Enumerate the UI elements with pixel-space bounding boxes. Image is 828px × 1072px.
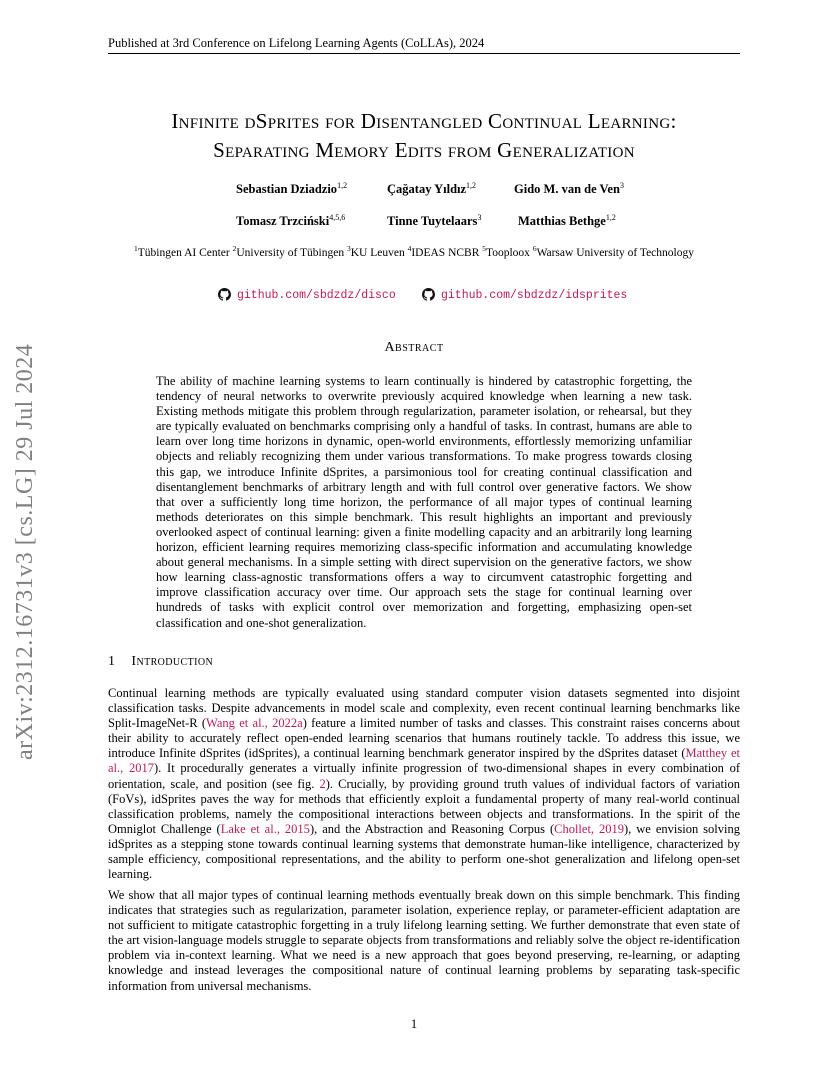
repo-link-idsprites[interactable]	[422, 288, 627, 305]
github-icon	[218, 288, 231, 305]
repo-link-text[interactable]: github.com/sbdzdz/disco	[237, 289, 396, 302]
author: Tomasz Trzciński$^{4,5,6}$	[236, 213, 346, 229]
author: Matthias Bethge$^{1,2}$	[518, 213, 616, 229]
citation-link[interactable]: Matthey et al., 2017	[108, 746, 740, 776]
running-header: Published at 3rd Conference on Lifelong Learning Agents (CoLLAs), 2024	[108, 36, 485, 50]
section-number: 1	[108, 654, 116, 669]
citation-link[interactable]: Lake et al., 2015	[220, 821, 310, 836]
repo-link-text[interactable]: github.com/sbdzdz/idsprites	[441, 289, 628, 302]
figure-ref-link[interactable]: 2	[319, 776, 326, 791]
page-number: 1	[410, 1017, 418, 1031]
github-icon	[422, 288, 435, 305]
author: Sebastian Dziadzio$^{1,2}$	[236, 181, 348, 197]
repo-link-disco[interactable]	[218, 288, 396, 305]
author: Tinne Tuytelaars$^3$	[387, 213, 482, 229]
citation-link[interactable]: Chollet, 2019	[554, 821, 625, 836]
author: Gido M. van de Ven$^3$	[514, 181, 624, 197]
affiliations: $^1$Tübingen AI Center $^2$University of Tübingen $^3$KU Leuven $^4$IDEAS NCBR $^5$Tooploox $^6$Warsaw University of Technology	[134, 244, 694, 259]
abstract-text: The ability of machine learning systems to learn continually is hindered by catastrophic forgetting, the tendency of neural networks to overwrite previously acquired knowledge when learning a new task. Existing methods mitigate this problem through regularization, parameter isolation, or rehearsal, but they are typically evaluated on benchmarks comprising only a handful of tasks. In contrast, humans are able to learn over long time horizons in dynamic, open-world environments, effortlessly memorizing unfamiliar objects and reliably recognizing them under various transformations. To make progress towards closing this gap, we introduce Infinite dSprites, a parsimonious tool for creating continual classification and disentanglement benchmarks of arbitrary length and with full control over generative factors. We show that over a sufficiently long time horizon, the performance of all major types of continual learning methods deteriorates on this simple benchmark. This result highlights an important and previously overlooked aspect of continual learning: given a finite modelling capacity and an arbitrarily long learning horizon, efficient learning requires memorizing class-specific information and accumulating knowledge about general mechanisms. In a simple setting with direct supervision on the generative factors, we show how learning class-agnostic transformations offers a way to circumvent catastrophic forgetting and improve classification accuracy over time. Our approach sets the stage for continual learning over hundreds of tasks with explicit control over memorization and forgetting, emphasizing open-set classification and one-shot generalization.	[156, 374, 692, 630]
title-line-2: Separating Memory Edits from Generalization	[213, 138, 635, 162]
header-rule	[108, 53, 740, 54]
arxiv-side-identifier: arXiv:2312.16731v3 [cs.LG] 29 Jul 2024	[12, 343, 38, 760]
intro-paragraph-2: We show that all major types of continual learning methods eventually break down on this simple benchmark. This finding indicates that strategies such as regularization, parameter isolation, experience replay, or parameter-efficient adaptation are not sufficient to mitigate catastrophic forgetting in a truly lifelong learning setting. We further demonstrate that even state of the art vision-language models struggle to separate objects from transformations and reliably solve the object re-identification problem via in-context learning. What we need is a new approach that goes beyond preserving, re-learning, or adapting knowledge and instead leverages the compositional nature of continual learning problems by separating task-specific information from universal mechanisms.	[108, 888, 740, 993]
section-heading	[108, 654, 213, 670]
author: Çağatay Yıldız$^{1,2}$	[387, 181, 477, 197]
citation-link[interactable]: Wang et al., 2022a	[206, 716, 303, 731]
intro-paragraph-1: Continual learning methods are typically evaluated using standard computer vision datasets segmented into disjoint classification tasks. Despite advancements in model scale and complexity, even recent continual learning benchmarks like Split-ImageNet-R (Wang et al., 2022a) feature a limited number of tasks and classes. This constraint raises concerns about their ability to accurately reflect open-ended learning scenarios that humans routinely tackle. To address this issue, we introduce Infinite dSprites (idSprites), a continual learning benchmark generator inspired by the dSprites dataset (Matthey et al., 2017). It procedurally generates a virtually infinite progression of two-dimensional shapes in every combination of orientation, scale, and position (see fig. 2). Crucially, by providing ground truth values of individual factors of variation (FoVs), idSprites paves the way for methods that efficiently exploit a fundamental property of many real-world continual classification problems, namely the compositional interactions between objects and transformations. In the spirit of the Omniglot Challenge (Lake et al., 2015), and the Abstraction and Reasoning Corpus (Chollet, 2019), we envision solving idSprites as a stepping stone towards continual learning systems that demonstrate human-like intelligence, characterized by sample efficiency, compositional representations, and the ability to perform one-shot generalization and lifelong open-set learning.	[108, 686, 740, 882]
paper-title	[100, 107, 748, 165]
section-title: Introduction	[131, 654, 214, 669]
title-line-1: Infinite dSprites for Disentangled Continual Learning:	[171, 109, 677, 133]
abstract-heading: Abstract	[384, 340, 444, 355]
